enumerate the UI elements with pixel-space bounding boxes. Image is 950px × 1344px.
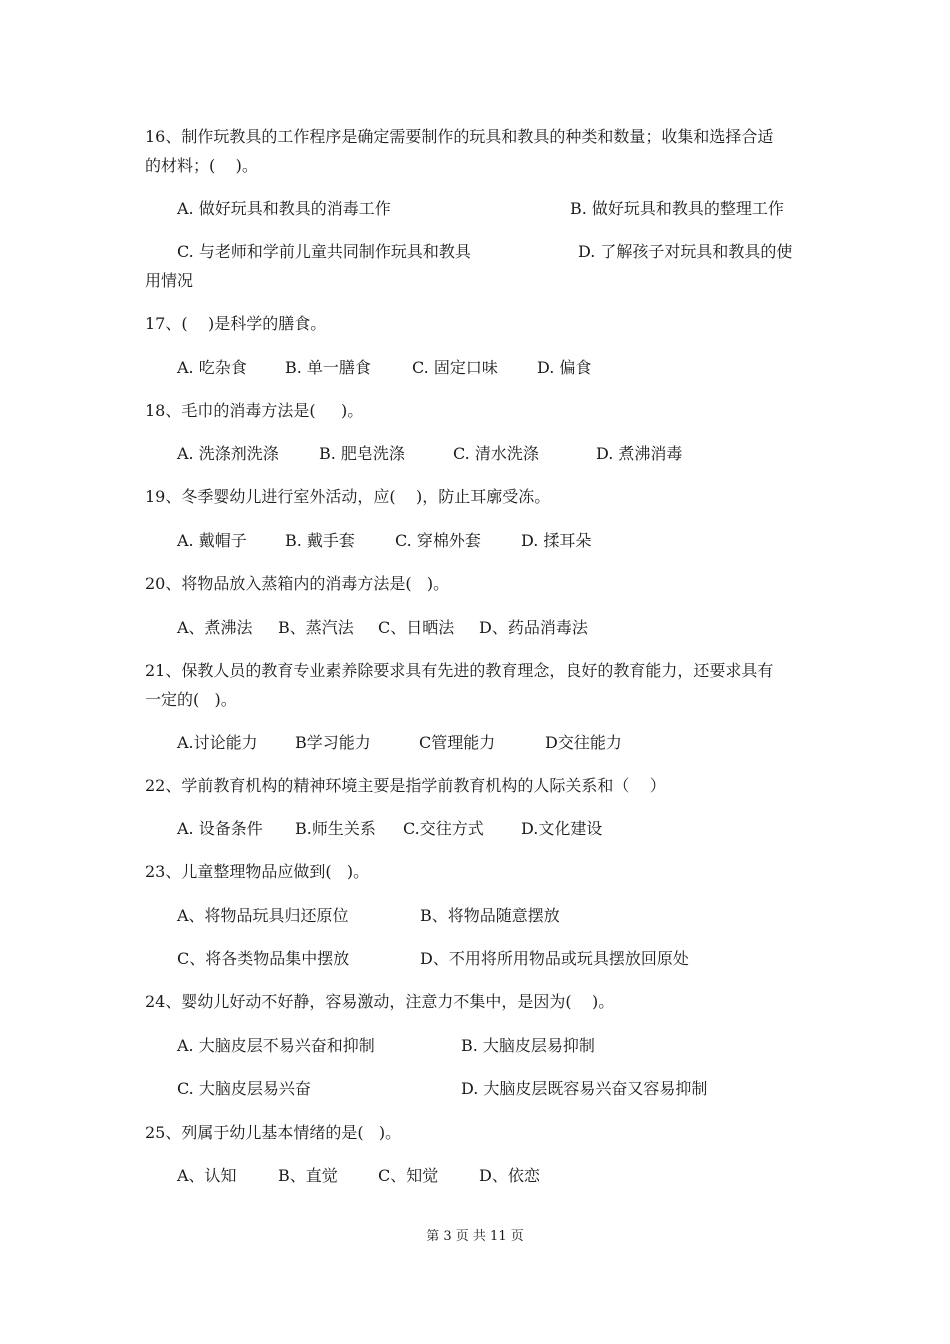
q22-option-c: C.交往方式	[403, 819, 484, 838]
q21-option-c: C管理能力	[419, 733, 496, 752]
q24-option-d: D. 大脑皮层既容易兴奋又容易抑制	[461, 1079, 708, 1098]
page-number: 第 3 页 共 11 页	[426, 1229, 524, 1244]
q19-stem: 19、冬季婴幼儿进行室外活动，应( )，防止耳廓受冻。	[145, 487, 551, 506]
q16-option-c: C. 与老师和学前儿童共同制作玩具和教具	[177, 242, 471, 261]
q25-option-d: D、依恋	[479, 1166, 540, 1185]
q18-stem: 18、毛巾的消毒方法是( )。	[145, 401, 364, 420]
q22-option-d: D.文化建设	[521, 819, 603, 838]
q17-option-d: D. 偏食	[537, 358, 592, 377]
q19-option-c: C. 穿棉外套	[395, 531, 481, 550]
q22-option-b: B.师生关系	[295, 819, 376, 838]
q22-option-a: A. 设备条件	[177, 819, 263, 838]
q16-stem-line1: 16、制作玩教具的工作程序是确定需要制作的玩具和教具的种类和数量；收集和选择合适	[145, 127, 774, 146]
q21-option-d: D交往能力	[545, 733, 622, 752]
q20-option-a: A、煮沸法	[177, 618, 253, 637]
q25-option-b: B、直觉	[278, 1166, 338, 1185]
q20-stem: 20、将物品放入蒸箱内的消毒方法是( )。	[145, 574, 450, 593]
q16-stem-line2: 的材料；( )。	[145, 156, 258, 175]
q23-option-c: C、将各类物品集中摆放	[177, 949, 350, 968]
q16-option-d: D. 了解孩子对玩具和教具的使	[578, 242, 793, 261]
q20-option-d: D、药品消毒法	[479, 618, 588, 637]
q16-option-d-continued: 用情况	[145, 271, 194, 290]
q21-option-b: B学习能力	[295, 733, 371, 752]
q18-option-c: C. 清水洗涤	[453, 444, 539, 463]
q24-option-b: B. 大脑皮层易抑制	[461, 1036, 595, 1055]
q19-option-a: A. 戴帽子	[177, 531, 247, 550]
q17-stem: 17、( )是科学的膳食。	[145, 314, 327, 333]
q23-option-d: D、不用将所用物品或玩具摆放回原处	[420, 949, 689, 968]
q24-option-c: C. 大脑皮层易兴奋	[177, 1079, 311, 1098]
q25-option-c: C、知觉	[378, 1166, 439, 1185]
q18-option-d: D. 煮沸消毒	[596, 444, 683, 463]
q22-stem: 22、学前教育机构的精神环境主要是指学前教育机构的人际关系和（ ）	[145, 776, 666, 795]
q20-option-c: C、日晒法	[378, 618, 455, 637]
q17-option-a: A. 吃杂食	[177, 358, 247, 377]
q23-option-a: A、将物品玩具归还原位	[177, 906, 349, 925]
q21-stem-line1: 21、保教人员的教育专业素养除要求具有先进的教育理念，良好的教育能力，还要求具有	[145, 661, 774, 680]
q20-option-b: B、蒸汽法	[278, 618, 354, 637]
q24-option-a: A. 大脑皮层不易兴奋和抑制	[177, 1036, 375, 1055]
q23-option-b: B、将物品随意摆放	[420, 906, 560, 925]
q17-option-c: C. 固定口味	[412, 358, 498, 377]
q16-option-a: A. 做好玩具和教具的消毒工作	[177, 199, 391, 218]
q18-option-b: B. 肥皂洗涤	[319, 444, 405, 463]
q25-stem: 25、列属于幼儿基本情绪的是( )。	[145, 1123, 402, 1142]
q18-option-a: A. 洗涤剂洗涤	[177, 444, 279, 463]
q23-stem: 23、儿童整理物品应做到( )。	[145, 862, 370, 881]
q24-stem: 24、婴幼儿好动不好静，容易激动，注意力不集中，是因为( )。	[145, 992, 615, 1011]
q17-option-b: B. 单一膳食	[285, 358, 371, 377]
q21-stem-line2: 一定的( )。	[145, 690, 237, 709]
q25-option-a: A、认知	[177, 1166, 237, 1185]
q19-option-b: B. 戴手套	[285, 531, 355, 550]
q16-option-b: B. 做好玩具和教具的整理工作	[570, 199, 784, 218]
q21-option-a: A.讨论能力	[177, 733, 258, 752]
q19-option-d: D. 揉耳朵	[521, 531, 592, 550]
